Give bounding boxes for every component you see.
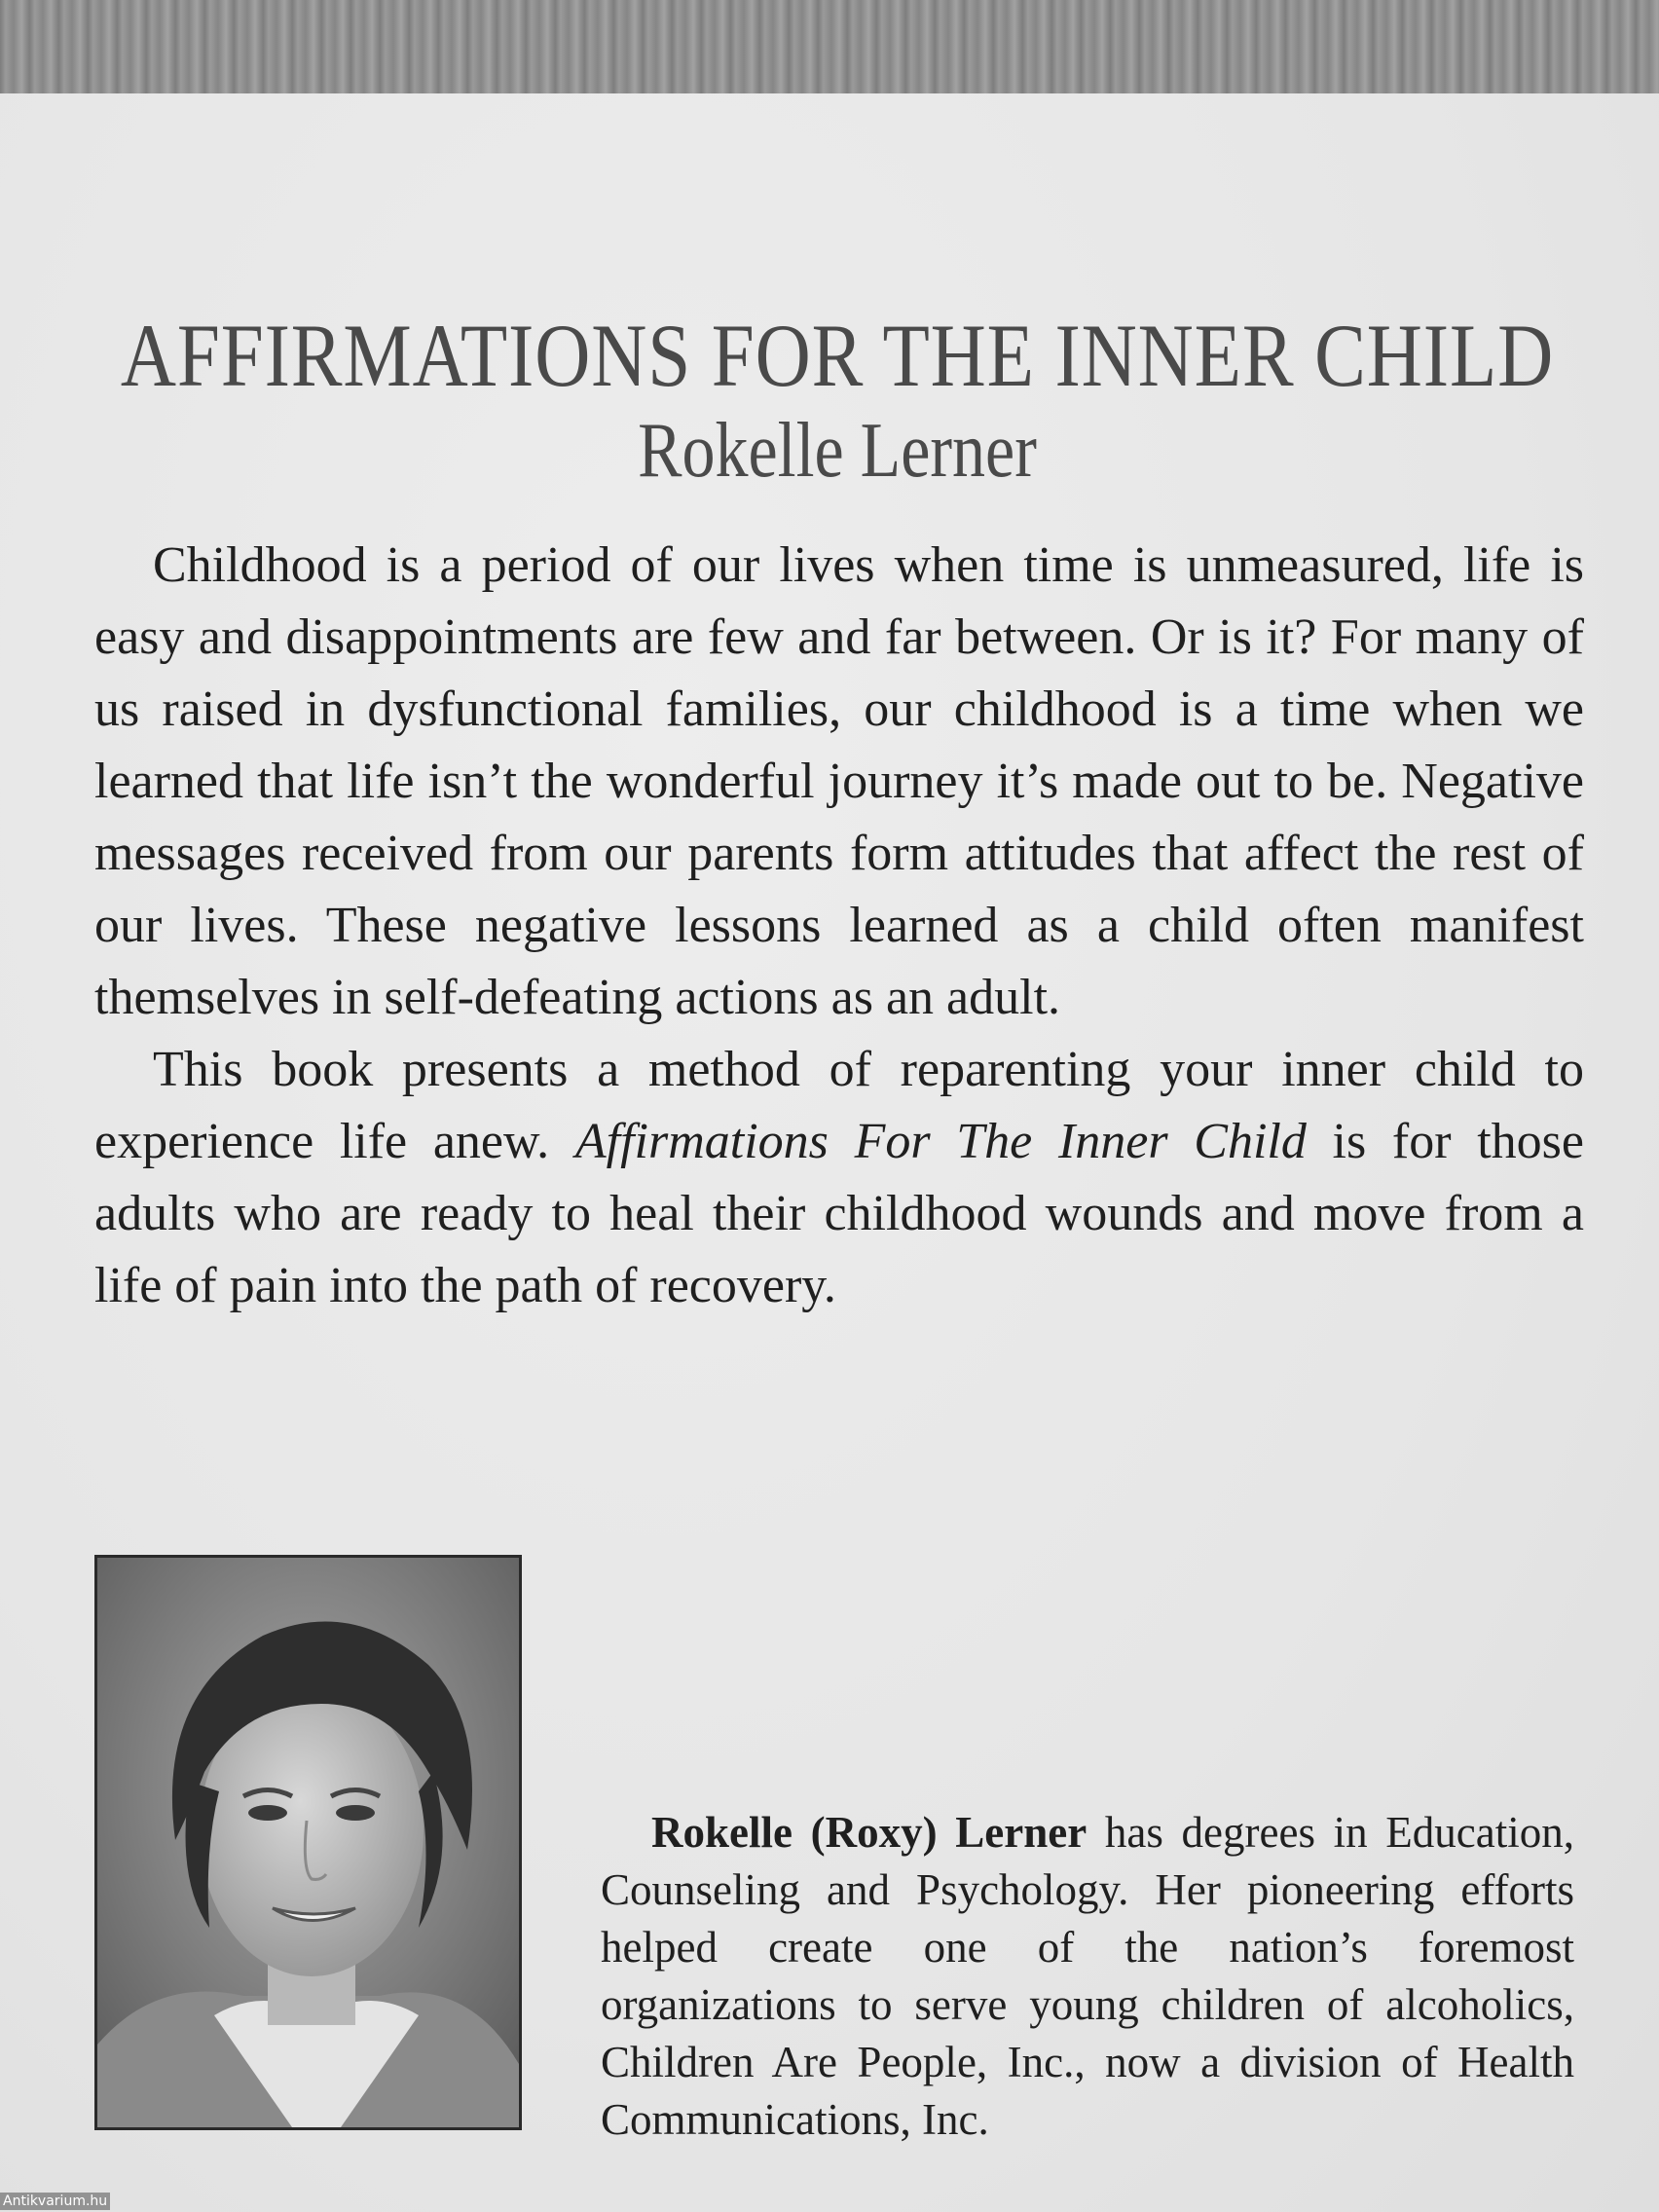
author-name: Rokelle Lerner [638,408,1037,494]
book-title-inline: Affirmations For The Inner Child [574,1114,1307,1169]
author-bio-paragraph [601,1804,1574,2149]
author-bio [601,1804,1574,2149]
book-description [94,530,1584,1322]
book-title: AFFIRMATIONS FOR THE INNER CHILD [120,306,1555,405]
background-surface [0,0,1659,107]
description-paragraph-2 [94,1034,1584,1322]
watermark-text: Antikvarium.hu [0,2193,110,2210]
description-paragraph-1: Childhood is a period of our lives when time is unmeasured, life is easy and disappointments are few and far between. Or is it? For many of us raised in dysfunctional families, our childhood is a time when we learned that life isn’t the wonderful journey it’s made out to be. Negative messages received from our parents form attitudes that affect the rest of our lives. These negative lessons learned as a child often manifest themselves in self-defeating actions as an adult. [94,537,1584,1025]
author-portrait-image [97,1558,519,2127]
author-bio-text: has degrees in Education, Counseling and Psychology. Her pioneering efforts helped create one of the nation’s foremost organizations to serve young children of alcoholics, Children Are People, Inc., now a division of Health Communications, Inc. [601,1808,1574,2144]
author-bio-name: Rokelle (Roxy) Lerner [651,1808,1088,1857]
paragraph-2-text-before: This book presents a method of reparenting your inner child to experience life anew. [94,1042,1584,1169]
author-photo [94,1555,522,2130]
paragraph-2-text-after: is for those adults who are ready to heal their childhood wounds and move from a life of pain into the path of recovery. [94,1114,1584,1313]
